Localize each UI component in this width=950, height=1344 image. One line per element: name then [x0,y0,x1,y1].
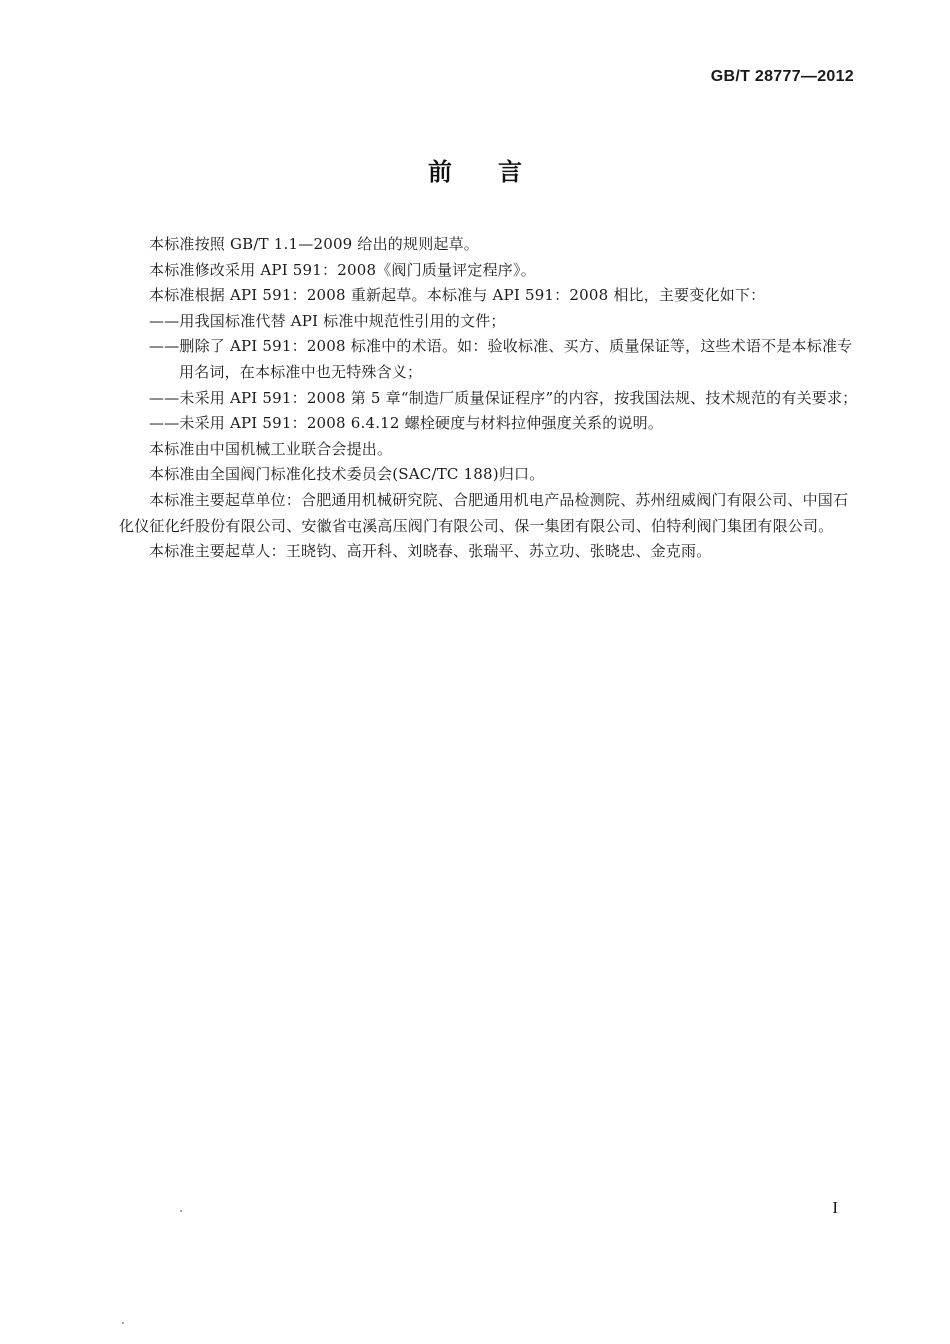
paragraph-drafters: 本标准主要起草人：王晓钧、高开科、刘晓春、张瑞平、苏立功、张晓忠、金克雨。 [149,542,712,561]
paragraph-drafting-units: 本标准主要起草单位：合肥通用机械研究院、合肥通用机电产品检测院、苏州纽威阀门有限公司、中国石化仪征化纤股份有限公司、安徽省屯溪高压阀门有限公司、保一集团有限公司、伯特利阀门集团有限公司。 [119,490,849,535]
change-item: ——删除了 API 591：2008 标准中的术语。如：验收标准、买方、质量保证等，这些术语不是本标准专用名词，在本标准中也无特殊含义； [149,337,853,381]
scan-speck [180,1210,182,1212]
paragraph-committee: 本标准由全国阀门标准化技术委员会(SAC/TC 188)归口。 [149,465,545,484]
change-item: ——用我国标准代替 API 标准中规范性引用的文件； [149,311,506,330]
foreword-body [119,232,859,565]
page-title: 前言 [428,158,568,186]
paragraph-adoption: 本标准修改采用 API 591：2008《阀门质量评定程序》。 [149,260,536,279]
paragraph-proposer: 本标准由中国机械工业联合会提出。 [149,439,393,458]
page-number: I [832,1198,838,1217]
paragraph-drafting-rules: 本标准按照 GB/T 1.1—2009 给出的规则起草。 [149,235,479,253]
change-item: ——未采用 API 591：2008 6.4.12 螺栓硬度与材料拉伸强度关系的说明。 [149,414,664,433]
scan-speck [122,1322,124,1324]
standard-code: GB/T 28777—2012 [710,68,854,85]
paragraph-changes-intro: 本标准根据 API 591：2008 重新起草。本标准与 API 591：2008 相比，主要变化如下： [149,286,766,305]
change-item: ——未采用 API 591：2008 第 5 章“制造厂质量保证程序”的内容，按我国法规、技术规范的有关要求； [149,388,858,407]
